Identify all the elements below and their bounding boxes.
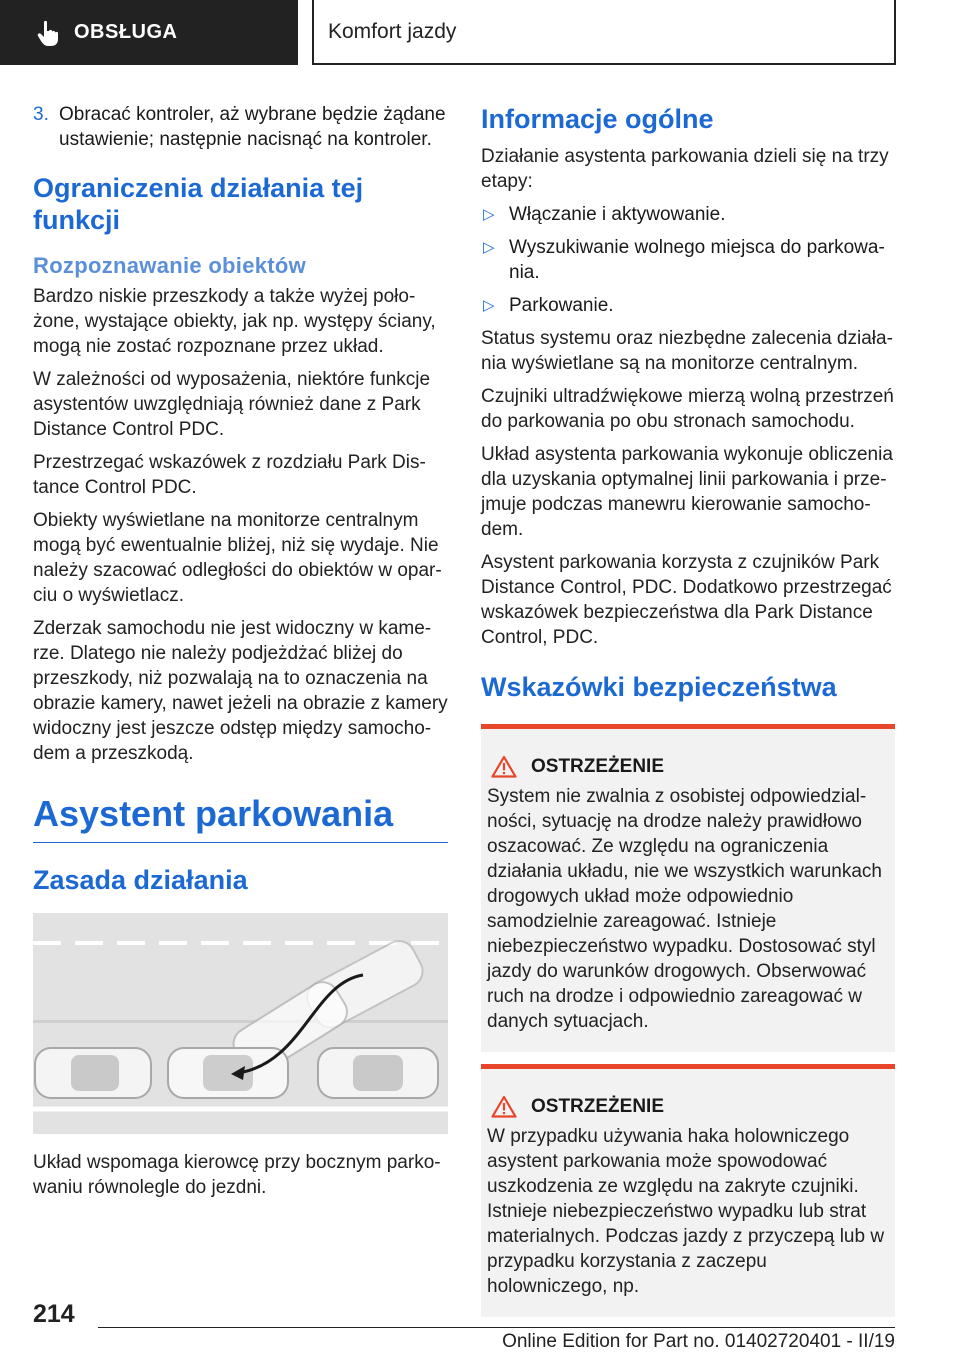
parking-illustration bbox=[33, 913, 448, 1134]
parking-car-final bbox=[168, 1048, 288, 1098]
list-item: ▷ Włączanie i aktywowanie. bbox=[483, 204, 726, 225]
paragraph: Asystent parkowania korzysta z czujników Park Distance Control, PDC. Dodatkowo przestrzegać wskazówek bezpieczeństwa dla Park Distance Control, PDC. bbox=[481, 552, 892, 648]
stages-list bbox=[481, 202, 895, 318]
heading-safety: Wskazówki bezpieczeństwa bbox=[481, 672, 837, 702]
intro-paragraph: Działanie asystenta parkowania dzieli się na trzy etapy: bbox=[481, 146, 889, 192]
chapter-header bbox=[312, 0, 896, 65]
section-tab[interactable] bbox=[0, 0, 298, 65]
paragraph: Czujniki ultradźwiękowe mierzą wolną przestrzeń do parkowania po obu stronach samochodu. bbox=[481, 386, 894, 432]
paragraph: W zależności od wyposażenia, niektóre funkcje asystentów uwzględniają również dane z Park Distance Control PDC. bbox=[33, 369, 431, 440]
warning-title: OSTRZEŻENIE bbox=[487, 1095, 887, 1118]
chapter-title: Asystent parkowania bbox=[33, 792, 448, 843]
warning-box bbox=[481, 724, 895, 1052]
heading-general: Informacje ogólne bbox=[481, 104, 714, 134]
warning-triangle-icon bbox=[491, 1095, 517, 1118]
paragraph: Przestrzegać wskazówek z rozdziału Park Distance Control PDC. bbox=[33, 452, 426, 498]
paragraph: Obiekty wyświetlane na monitorze centralnym mogą być ewentualnie bliżej, niż się wydaje. Nie należy szacować odległości do obiektów w oparciu o wyświetlacz. bbox=[33, 510, 442, 606]
warning-text: W przypadku używania haka holowniczego asystent parkowania może spowodować uszkodzenia ze względu na zakryte czujniki. Istnieje niebezpieczeństwo wypadku lub strat materialnych. Podczas jazdy z przyczepą lub w przypadku korzystania z zaczepu holowniczego, np. bbox=[487, 1126, 885, 1297]
triangle-bullet-icon: ▷ bbox=[483, 239, 495, 256]
warning-box bbox=[481, 1064, 895, 1317]
list-item: ▷ Parkowanie. bbox=[483, 295, 614, 316]
subheading-principle: Zasada działania bbox=[33, 865, 248, 895]
step-number: 3. bbox=[33, 104, 49, 125]
list-item: ▷ Wyszukiwanie wolnego miejsca do parkowania. bbox=[483, 237, 885, 283]
section-label: OBSŁUGA bbox=[74, 21, 178, 43]
page-number: 214 bbox=[33, 1300, 75, 1328]
step-text: Obracać kontroler, aż wybrane będzie żądane ustawienie; następnie nacisnąć na kontroler. bbox=[59, 104, 446, 150]
heading-limits: Ograniczenia działania tej funkcji bbox=[33, 173, 364, 235]
warning-triangle-icon bbox=[491, 755, 517, 778]
paragraph: Bardzo niskie przeszkody a także wyżej położone, wystające obiekty, jak np. występy ściany, mogą nie zostać rozpoznane przez układ. bbox=[33, 286, 436, 357]
footer-edition: Online Edition for Part no. 01402720401 - II/19 bbox=[502, 1331, 895, 1352]
left-column bbox=[33, 102, 448, 1208]
footer-divider bbox=[98, 1327, 895, 1328]
parked-car-left bbox=[35, 1048, 151, 1098]
chapter-label: Komfort jazdy bbox=[328, 19, 457, 43]
paragraph: Układ asystenta parkowania wykonuje obliczenia dla uzyskania optymalnej linii parkowania i przejmuje podczas manewru kierowanie samochodem. bbox=[481, 444, 893, 540]
warning-text: System nie zwalnia z osobistej odpowiedzialności, sytuację na drodze należy prawidłowo oszacować. Ze względu na ograniczenia działania układu, nie we wszystkich warunkach drogowych układ może odpowiednio samodzielnie zareagować. Istnieje niebezpieczeństwo wypadku. Dostosować styl jazdy do warunków drogowych. Obserwować ruch na drodze i odpowiednio zareagować w danych sytuacjach. bbox=[487, 786, 882, 1032]
paragraph: Status systemu oraz niezbędne zalecenia działania wyświetlane są na monitorze centralnym. bbox=[481, 328, 893, 374]
parking-diagram bbox=[33, 913, 448, 1134]
triangle-bullet-icon: ▷ bbox=[483, 297, 495, 314]
parked-car-right bbox=[318, 1048, 438, 1098]
hand-pointer-icon bbox=[36, 19, 62, 47]
right-column bbox=[481, 102, 895, 1329]
triangle-bullet-icon: ▷ bbox=[483, 206, 495, 223]
paragraph: Zderzak samochodu nie jest widoczny w kamerze. Dlatego nie należy podjeżdżać bliżej do przeszkody, niż pozwalają na to oznaczenia na obrazie kamery, nawet jeżeli na obrazie z kamery widoczny jest jeszcze odstęp między samochodem a przeszkodą. bbox=[33, 618, 448, 764]
step-item bbox=[33, 102, 448, 152]
figure-caption: Układ wspomaga kierowcę przy bocznym parkowaniu równolegle do jezdni. bbox=[33, 1152, 441, 1198]
warning-title: OSTRZEŻENIE bbox=[487, 755, 887, 778]
subheading-detection: Rozpoznawanie obiektów bbox=[33, 253, 307, 278]
